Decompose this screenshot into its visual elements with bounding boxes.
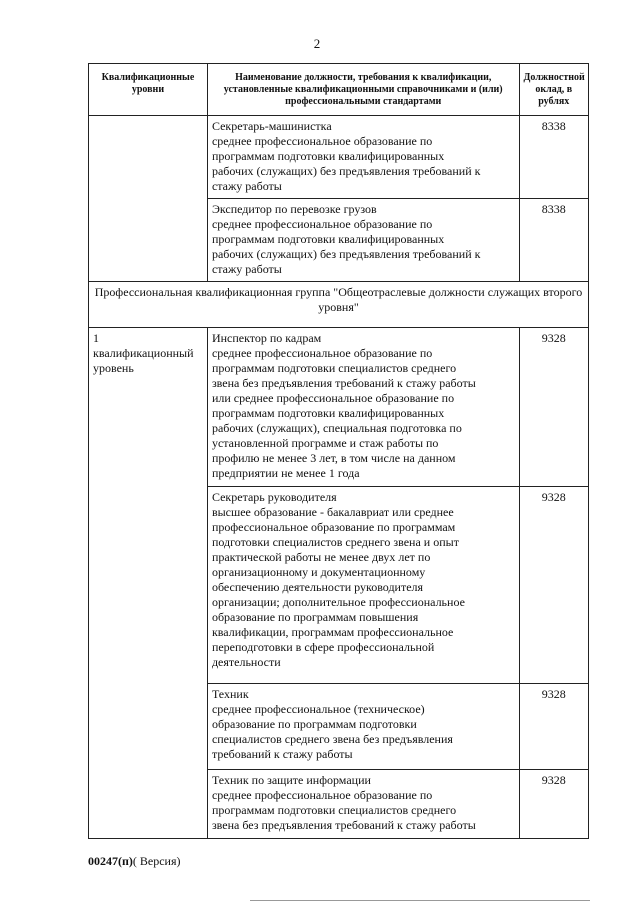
position-cell <box>207 328 519 487</box>
document-code: 00247(п) <box>88 854 133 868</box>
position-title: Техник по защите информации <box>211 773 371 787</box>
document-footer <box>88 854 181 869</box>
position-requirements: среднее профессиональное образование по программам подготовки специалистов среднего звена без предъявления требований к стажу работы или среднее профессиональное образование по программам подготовки квалифицированных рабочих (служащих), специальная подготовка по установленной программе и стаж работы по профилю не менее 3 лет, в том числе на данном предприятии не менее 1 года <box>211 346 476 480</box>
position-requirements: среднее профессиональное (техническое) образование по программам подготовки специалистов среднего звена без предъявления требований к стажу работы <box>211 702 453 761</box>
position-title: Секретарь-машинистка <box>211 119 332 133</box>
position-title: Инспектор по кадрам <box>211 331 322 345</box>
qualification-group-title: Профессиональная квалификационная группа "Общеотраслевые должности служащих второго уровня" <box>89 282 589 328</box>
salary-cell: 9328 <box>519 328 588 487</box>
salary-table <box>88 63 589 839</box>
position-cell <box>207 487 519 684</box>
position-requirements: высшее образование - бакалавриат или среднее профессиональное образование по программам подготовки специалистов среднего звена и опыт практической работы не менее двух лет по организационному и документационному обеспечению деятельности руководителя организации; дополнительное профессиональное образование по программам повышения квалификации, программам профессиональное переподготовки в сфере профессиональной деятельности <box>211 505 465 669</box>
position-cell <box>207 199 519 282</box>
salary-cell: 9328 <box>519 770 588 839</box>
footer-divider <box>250 900 590 901</box>
salary-cell: 9328 <box>519 487 588 684</box>
header-position-name: Наименование должности, требования к квалификации, установленные квалификационными справочниками и (или) профессиональными стандартами <box>207 64 519 116</box>
page-number: 2 <box>313 36 321 51</box>
position-requirements: среднее профессиональное образование по программам подготовки квалифицированных рабочих (служащих) без предъявления требований к стажу работы <box>211 134 481 193</box>
salary-cell: 9328 <box>519 684 588 770</box>
salary-cell: 8338 <box>519 199 588 282</box>
position-title: Техник <box>211 687 249 701</box>
position-cell <box>207 684 519 770</box>
position-title: Экспедитор по перевозке грузов <box>211 202 377 216</box>
qualification-level-cell: 1 квалификационный уровень <box>89 328 208 839</box>
position-requirements: среднее профессиональное образование по программам подготовки специалистов среднего звена без предъявления требований к стажу работы <box>211 788 476 832</box>
salary-cell: 8338 <box>519 116 588 199</box>
group-row <box>89 282 589 328</box>
position-title: Секретарь руководителя <box>211 490 337 504</box>
position-requirements: среднее профессиональное образование по программам подготовки квалифицированных рабочих (служащих) без предъявления требований к стажу работы <box>211 217 481 276</box>
header-salary: Должностной оклад, в рублях <box>519 64 588 116</box>
position-cell <box>207 770 519 839</box>
table-row <box>89 328 589 487</box>
header-qualification-levels: Квалификационные уровни <box>89 64 208 116</box>
table-header-row <box>89 64 589 116</box>
position-cell <box>207 116 519 199</box>
table-row <box>89 116 589 199</box>
level-cell-empty <box>89 116 208 282</box>
document-version: ( Версия) <box>132 854 181 868</box>
